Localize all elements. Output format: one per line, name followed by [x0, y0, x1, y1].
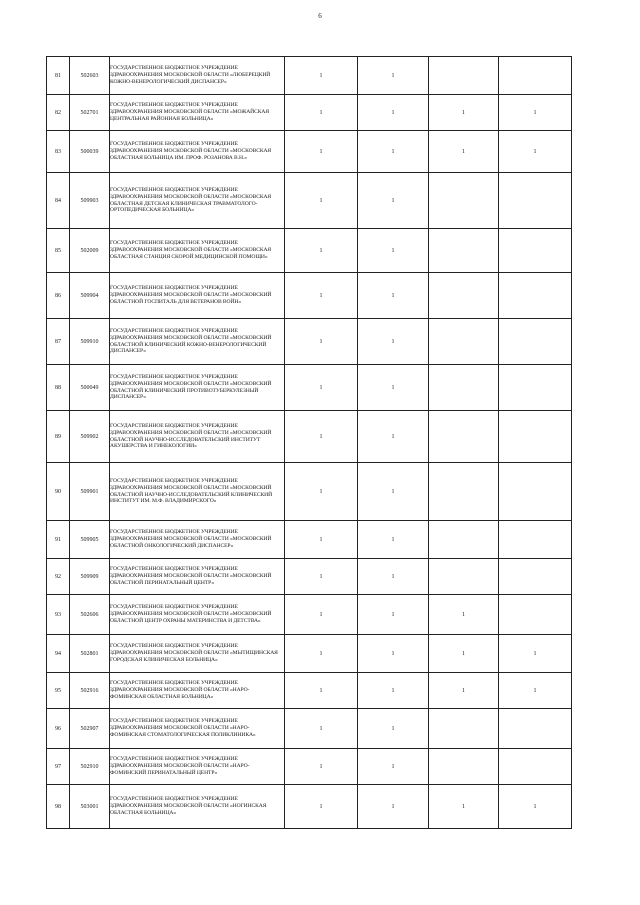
mark-cell: [429, 521, 499, 559]
table-row: [47, 365, 572, 411]
institution-name: ГОСУДАРСТВЕННОЕ БЮДЖЕТНОЕ УЧРЕЖДЕНИЕ ЗДРАВООХРАНЕНИЯ МОСКОВСКОЙ ОБЛАСТИ «МОСКОВСКАЯ ОБЛАСТНАЯ ДЕТСКАЯ КЛИНИЧЕСКАЯ ТРАВМАТОЛОГО-ОРТОПЕДИЧЕСКАЯ БОЛЬНИЦА»: [110, 173, 285, 229]
mark-value: 1: [391, 197, 395, 204]
mark-value: 1: [319, 433, 323, 440]
mark-cell: [499, 709, 572, 749]
table-row: [47, 95, 572, 131]
mark-value: 1: [319, 384, 323, 391]
mark-value: 1: [391, 611, 395, 618]
institution-name: ГОСУДАРСТВЕННОЕ БЮДЖЕТНОЕ УЧРЕЖДЕНИЕ ЗДРАВООХРАНЕНИЯ МОСКОВСКОЙ ОБЛАСТИ «МОСКОВСКАЯ ОБЛАСТНАЯ СТАНЦИЯ СКОРОЙ МЕДИЦИНСКОЙ ПОМОЩИ»: [110, 229, 285, 273]
mark-cell: [285, 131, 358, 173]
row-number: 98: [47, 785, 70, 829]
mark-value: 1: [533, 687, 537, 694]
mark-value: 1: [391, 148, 395, 155]
mark-cell: [358, 709, 429, 749]
institution-code: 509901: [70, 463, 110, 521]
mark-value: 1: [391, 573, 395, 580]
mark-value: 1: [391, 803, 395, 810]
mark-cell: [499, 673, 572, 709]
mark-cell: [285, 319, 358, 365]
table-row: [47, 229, 572, 273]
mark-cell: [429, 95, 499, 131]
mark-cell: [285, 229, 358, 273]
mark-cell: [429, 673, 499, 709]
mark-cell: [358, 365, 429, 411]
mark-value: 1: [319, 197, 323, 204]
mark-value: 1: [462, 109, 465, 116]
institution-name: ГОСУДАРСТВЕННОЕ БЮДЖЕТНОЕ УЧРЕЖДЕНИЕ ЗДРАВООХРАНЕНИЯ МОСКОВСКОЙ ОБЛАСТИ «МОСКОВСКИЙ ОБЛАСТНОЙ НАУЧНО-ИССЛЕДОВАТЕЛЬСКИЙ КЛИНИЧЕСКИЙ ИНСТИТУТ ИМ. М.Ф. ВЛАДИМИРСКОГО»: [110, 463, 285, 521]
row-number: 87: [47, 319, 70, 365]
institution-code: 502606: [70, 595, 110, 635]
mark-value: 1: [319, 687, 323, 694]
mark-value: 1: [319, 109, 323, 116]
mark-cell: [499, 749, 572, 785]
mark-cell: [499, 635, 572, 673]
mark-value: 1: [319, 488, 323, 495]
mark-value: 1: [462, 611, 465, 618]
mark-value: 1: [319, 611, 323, 618]
mark-cell: [499, 365, 572, 411]
institution-code: 500049: [70, 365, 110, 411]
mark-value: 1: [319, 247, 323, 254]
table-row: [47, 749, 572, 785]
mark-value: 1: [462, 687, 465, 694]
mark-cell: [285, 57, 358, 95]
institution-code: 502916: [70, 673, 110, 709]
mark-value: 1: [319, 338, 323, 345]
row-number: 88: [47, 365, 70, 411]
row-number: 94: [47, 635, 70, 673]
mark-value: 1: [391, 247, 395, 254]
institution-code: 502910: [70, 749, 110, 785]
institution-code: 500039: [70, 131, 110, 173]
mark-value: 1: [391, 725, 395, 732]
page-number: 6: [318, 12, 322, 20]
mark-cell: [358, 749, 429, 785]
mark-cell: [429, 131, 499, 173]
table-row: [47, 595, 572, 635]
mark-cell: [285, 273, 358, 319]
mark-cell: [429, 785, 499, 829]
mark-value: 1: [462, 803, 465, 810]
mark-cell: [429, 411, 499, 463]
row-number: 83: [47, 131, 70, 173]
mark-value: 1: [391, 292, 395, 299]
mark-cell: [358, 173, 429, 229]
institution-name: ГОСУДАРСТВЕННОЕ БЮДЖЕТНОЕ УЧРЕЖДЕНИЕ ЗДРАВООХРАНЕНИЯ МОСКОВСКОЙ ОБЛАСТИ «МОСКОВСКИЙ ОБЛАСТНОЙ ЦЕНТР ОХРАНЫ МАТЕРИНСТВА И ДЕТСТВА»: [110, 595, 285, 635]
mark-value: 1: [319, 536, 323, 543]
mark-cell: [429, 559, 499, 595]
mark-value: 1: [462, 148, 465, 155]
row-number: 97: [47, 749, 70, 785]
row-number: 93: [47, 595, 70, 635]
institution-name: ГОСУДАРСТВЕННОЕ БЮДЖЕТНОЕ УЧРЕЖДЕНИЕ ЗДРАВООХРАНЕНИЯ МОСКОВСКОЙ ОБЛАСТИ «МОСКОВСКИЙ ОБЛАСТНОЙ КЛИНИЧЕСКИЙ КОЖНО-ВЕНЕРОЛОГИЧЕСКИЙ ДИСПАНСЕР»: [110, 319, 285, 365]
mark-cell: [285, 411, 358, 463]
mark-cell: [285, 521, 358, 559]
table-row: [47, 131, 572, 173]
table-row: [47, 173, 572, 229]
mark-cell: [429, 273, 499, 319]
table-row: [47, 521, 572, 559]
mark-cell: [429, 635, 499, 673]
mark-cell: [285, 595, 358, 635]
table-row: [47, 559, 572, 595]
institution-code: 509902: [70, 411, 110, 463]
mark-cell: [429, 319, 499, 365]
row-number: 96: [47, 709, 70, 749]
mark-cell: [358, 229, 429, 273]
mark-cell: [285, 635, 358, 673]
row-number: 82: [47, 95, 70, 131]
mark-cell: [358, 785, 429, 829]
mark-value: 1: [391, 650, 395, 657]
mark-value: 1: [319, 573, 323, 580]
row-number: 84: [47, 173, 70, 229]
mark-cell: [285, 173, 358, 229]
institution-code: 509910: [70, 319, 110, 365]
institution-name: ГОСУДАРСТВЕННОЕ БЮДЖЕТНОЕ УЧРЕЖДЕНИЕ ЗДРАВООХРАНЕНИЯ МОСКОВСКОЙ ОБЛАСТИ «МОСКОВСКИЙ ОБЛАСТНОЙ ПЕРИНАТАЛЬНЫЙ ЦЕНТР»: [110, 559, 285, 595]
mark-cell: [285, 709, 358, 749]
mark-cell: [358, 319, 429, 365]
mark-value: 1: [462, 650, 465, 657]
mark-value: 1: [391, 488, 395, 495]
row-number: 86: [47, 273, 70, 319]
mark-cell: [499, 273, 572, 319]
mark-cell: [429, 57, 499, 95]
mark-cell: [358, 595, 429, 635]
table-row: [47, 273, 572, 319]
mark-value: 1: [319, 763, 323, 770]
institution-code: 509909: [70, 559, 110, 595]
mark-cell: [429, 365, 499, 411]
mark-value: 1: [533, 109, 537, 116]
mark-cell: [429, 229, 499, 273]
row-number: 85: [47, 229, 70, 273]
mark-cell: [358, 673, 429, 709]
institution-name: ГОСУДАРСТВЕННОЕ БЮДЖЕТНОЕ УЧРЕЖДЕНИЕ ЗДРАВООХРАНЕНИЯ МОСКОВСКОЙ ОБЛАСТИ «МОСКОВСКИЙ ОБЛАСТНОЙ ОНКОЛОГИЧЕСКИЙ ДИСПАНСЕР»: [110, 521, 285, 559]
mark-value: 1: [533, 650, 537, 657]
institution-code: 502009: [70, 229, 110, 273]
institution-name: ГОСУДАРСТВЕННОЕ БЮДЖЕТНОЕ УЧРЕЖДЕНИЕ ЗДРАВООХРАНЕНИЯ МОСКОВСКОЙ ОБЛАСТИ «МОСКОВСКАЯ ОБЛАСТНАЯ БОЛЬНИЦА ИМ. ПРОФ. РОЗАНОВА В.Н.»: [110, 131, 285, 173]
mark-value: 1: [319, 803, 323, 810]
mark-value: 1: [319, 72, 323, 79]
mark-cell: [358, 95, 429, 131]
mark-cell: [429, 749, 499, 785]
mark-cell: [429, 173, 499, 229]
table-row: [47, 673, 572, 709]
mark-value: 1: [391, 72, 395, 79]
mark-value: 1: [533, 148, 537, 155]
row-number: 81: [47, 57, 70, 95]
institution-name: ГОСУДАРСТВЕННОЕ БЮДЖЕТНОЕ УЧРЕЖДЕНИЕ ЗДРАВООХРАНЕНИЯ МОСКОВСКОЙ ОБЛАСТИ «МОСКОВСКИЙ ОБЛАСТНОЙ НАУЧНО-ИССЛЕДОВАТЕЛЬСКИЙ ИНСТИТУТ АКУШЕРСТВА И ГИНЕКОЛОГИИ»: [110, 411, 285, 463]
institution-name: ГОСУДАРСТВЕННОЕ БЮДЖЕТНОЕ УЧРЕЖДЕНИЕ ЗДРАВООХРАНЕНИЯ МОСКОВСКОЙ ОБЛАСТИ «НАРО-ФОМИНСКАЯ ОБЛАСТНАЯ БОЛЬНИЦА»: [110, 673, 285, 709]
mark-cell: [499, 411, 572, 463]
mark-value: 1: [391, 109, 395, 116]
mark-cell: [285, 95, 358, 131]
mark-cell: [499, 595, 572, 635]
institution-code: 502907: [70, 709, 110, 749]
mark-value: 1: [391, 384, 395, 391]
mark-cell: [358, 411, 429, 463]
mark-value: 1: [319, 650, 323, 657]
institution-name: ГОСУДАРСТВЕННОЕ БЮДЖЕТНОЕ УЧРЕЖДЕНИЕ ЗДРАВООХРАНЕНИЯ МОСКОВСКОЙ ОБЛАСТИ «МОЖАЙСКАЯ ЦЕНТРАЛЬНАЯ РАЙОННАЯ БОЛЬНИЦА»: [110, 95, 285, 131]
mark-cell: [429, 463, 499, 521]
mark-cell: [358, 131, 429, 173]
mark-value: 1: [391, 338, 395, 345]
mark-cell: [358, 57, 429, 95]
institution-name: ГОСУДАРСТВЕННОЕ БЮДЖЕТНОЕ УЧРЕЖДЕНИЕ ЗДРАВООХРАНЕНИЯ МОСКОВСКОЙ ОБЛАСТИ «НОГИНСКАЯ ОБЛАСТНАЯ БОЛЬНИЦА»: [110, 785, 285, 829]
row-number: 90: [47, 463, 70, 521]
mark-cell: [358, 463, 429, 521]
mark-value: 1: [319, 292, 323, 299]
mark-cell: [499, 173, 572, 229]
mark-cell: [499, 95, 572, 131]
table-row: [47, 635, 572, 673]
mark-cell: [285, 365, 358, 411]
institutions-table: [46, 56, 572, 829]
mark-value: 1: [391, 763, 395, 770]
institution-name: ГОСУДАРСТВЕННОЕ БЮДЖЕТНОЕ УЧРЕЖДЕНИЕ ЗДРАВООХРАНЕНИЯ МОСКОВСКОЙ ОБЛАСТИ «НАРО-ФОМИНСКАЯ СТОМАТОЛОГИЧЕСКАЯ ПОЛИКЛИНИКА»: [110, 709, 285, 749]
table-row: [47, 463, 572, 521]
institution-name: ГОСУДАРСТВЕННОЕ БЮДЖЕТНОЕ УЧРЕЖДЕНИЕ ЗДРАВООХРАНЕНИЯ МОСКОВСКОЙ ОБЛАСТИ «ЛЮБЕРЕЦКИЙ КОЖНО-ВЕНЕРОЛОГИЧЕСКИЙ ДИСПАНСЕР»: [110, 57, 285, 95]
mark-cell: [499, 229, 572, 273]
mark-value: 1: [391, 536, 395, 543]
institution-code: 509903: [70, 173, 110, 229]
mark-cell: [499, 57, 572, 95]
mark-value: 1: [391, 687, 395, 694]
mark-value: 1: [533, 803, 537, 810]
mark-value: 1: [319, 148, 323, 155]
institution-code: 502801: [70, 635, 110, 673]
institution-code: 502701: [70, 95, 110, 131]
mark-cell: [285, 463, 358, 521]
institution-code: 503001: [70, 785, 110, 829]
mark-cell: [499, 785, 572, 829]
mark-cell: [358, 559, 429, 595]
mark-cell: [429, 709, 499, 749]
row-number: 95: [47, 673, 70, 709]
table-row: [47, 709, 572, 749]
institution-name: ГОСУДАРСТВЕННОЕ БЮДЖЕТНОЕ УЧРЕЖДЕНИЕ ЗДРАВООХРАНЕНИЯ МОСКОВСКОЙ ОБЛАСТИ «МОСКОВСКИЙ ОБЛАСТНОЙ КЛИНИЧЕСКИЙ ПРОТИВОТУБЕРКУЛЕЗНЫЙ ДИСПАНСЕР»: [110, 365, 285, 411]
mark-cell: [499, 521, 572, 559]
institution-code: 509905: [70, 521, 110, 559]
institution-code: 509904: [70, 273, 110, 319]
mark-cell: [499, 131, 572, 173]
mark-cell: [358, 521, 429, 559]
row-number: 89: [47, 411, 70, 463]
mark-cell: [429, 595, 499, 635]
institution-name: ГОСУДАРСТВЕННОЕ БЮДЖЕТНОЕ УЧРЕЖДЕНИЕ ЗДРАВООХРАНЕНИЯ МОСКОВСКОЙ ОБЛАСТИ «НАРО-ФОМИНСКИЙ ПЕРИНАТАЛЬНЫЙ ЦЕНТР»: [110, 749, 285, 785]
table-row: [47, 411, 572, 463]
mark-cell: [499, 463, 572, 521]
institution-code: 502603: [70, 57, 110, 95]
mark-cell: [285, 673, 358, 709]
table-row: [47, 319, 572, 365]
mark-cell: [285, 559, 358, 595]
mark-cell: [285, 785, 358, 829]
row-number: 92: [47, 559, 70, 595]
mark-cell: [285, 749, 358, 785]
mark-cell: [358, 273, 429, 319]
mark-value: 1: [391, 433, 395, 440]
mark-cell: [499, 559, 572, 595]
institution-name: ГОСУДАРСТВЕННОЕ БЮДЖЕТНОЕ УЧРЕЖДЕНИЕ ЗДРАВООХРАНЕНИЯ МОСКОВСКОЙ ОБЛАСТИ «МОСКОВСКИЙ ОБЛАСТНОЙ ГОСПИТАЛЬ ДЛЯ ВЕТЕРАНОВ ВОЙН»: [110, 273, 285, 319]
table-body: [47, 57, 572, 829]
table-row: [47, 57, 572, 95]
mark-cell: [499, 319, 572, 365]
row-number: 91: [47, 521, 70, 559]
mark-cell: [358, 635, 429, 673]
table-row: [47, 785, 572, 829]
institution-name: ГОСУДАРСТВЕННОЕ БЮДЖЕТНОЕ УЧРЕЖДЕНИЕ ЗДРАВООХРАНЕНИЯ МОСКОВСКОЙ ОБЛАСТИ «МЫТИЩИНСКАЯ ГОРОДСКАЯ КЛИНИЧЕСКАЯ БОЛЬНИЦА»: [110, 635, 285, 673]
mark-value: 1: [319, 725, 323, 732]
